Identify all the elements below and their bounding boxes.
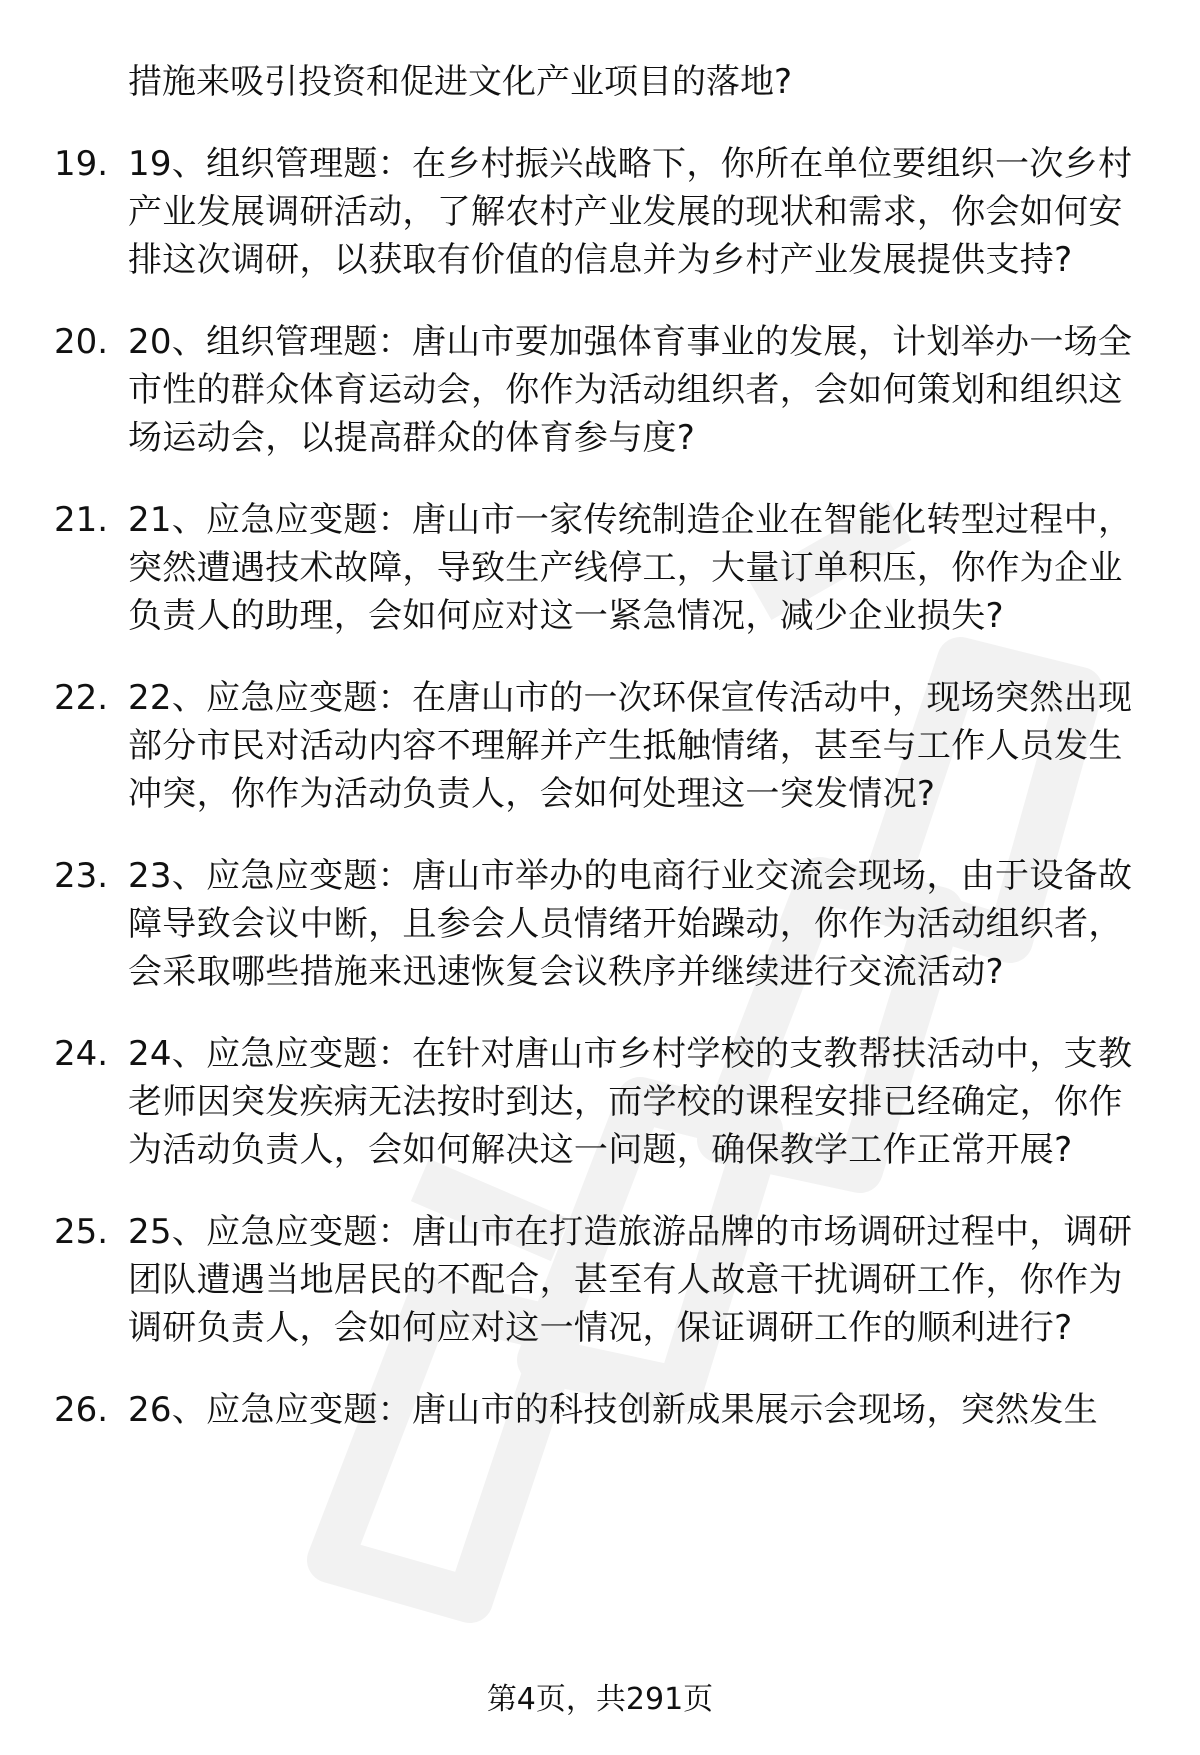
question-number: 22. [54, 678, 109, 718]
question-text: 26、应急应变题：唐山市的科技创新成果展示会现场，突然发生 [128, 1390, 1098, 1430]
question-item [0, 496, 1200, 640]
page-footer: 第4页，共291页 [486, 1682, 714, 1717]
question-number: 25. [54, 1212, 109, 1252]
question-list [0, 140, 1200, 1468]
question-text: 24、应急应变题：在针对唐山市乡村学校的支教帮扶活动中，支教老师因突发疾病无法按时到达，而学校的课程安排已经确定，你作为活动负责人，会如何解决这一问题，确保教学工作正常开展? [128, 1034, 1133, 1170]
question-item [0, 674, 1200, 818]
question-item [0, 1208, 1200, 1352]
question-item [0, 140, 1200, 284]
question-number: 24. [54, 1034, 109, 1074]
question-text: 20、组织管理题：唐山市要加强体育事业的发展，计划举办一场全市性的群众体育运动会，你作为活动组织者，会如何策划和组织这场运动会，以提高群众的体育参与度? [128, 322, 1133, 458]
question-number: 19. [54, 144, 109, 184]
question-number: 21. [54, 500, 109, 540]
question-item [0, 852, 1200, 996]
question-item [0, 318, 1200, 462]
continuation-text: 措施来吸引投资和促进文化产业项目的落地? [128, 62, 793, 102]
question-text: 21、应急应变题：唐山市一家传统制造企业在智能化转型过程中，突然遭遇技术故障，导致生产线停工，大量订单积压，你作为企业负责人的助理，会如何应对这一紧急情况，减少企业损失? [128, 500, 1133, 636]
question-item [0, 1030, 1200, 1174]
question-text: 22、应急应变题：在唐山市的一次环保宣传活动中，现场突然出现部分市民对活动内容不理解并产生抵触情绪，甚至与工作人员发生冲突，你作为活动负责人，会如何处理这一突发情况? [128, 678, 1133, 814]
question-number: 20. [54, 322, 109, 362]
question-item [0, 1386, 1200, 1434]
question-text: 23、应急应变题：唐山市举办的电商行业交流会现场，由于设备故障导致会议中断，且参会人员情绪开始躁动，你作为活动组织者，会采取哪些措施来迅速恢复会议秩序并继续进行交流活动? [128, 856, 1133, 992]
question-number: 26. [54, 1390, 109, 1430]
question-number: 23. [54, 856, 109, 896]
question-text: 19、组织管理题：在乡村振兴战略下，你所在单位要组织一次乡村产业发展调研活动，了解农村产业发展的现状和需求，你会如何安排这次调研，以获取有价值的信息并为乡村产业发展提供支持? [128, 144, 1133, 280]
question-text: 25、应急应变题：唐山市在打造旅游品牌的市场调研过程中，调研团队遭遇当地居民的不配合，甚至有人故意干扰调研工作，你作为调研负责人，会如何应对这一情况，保证调研工作的顺利进行? [128, 1212, 1133, 1348]
